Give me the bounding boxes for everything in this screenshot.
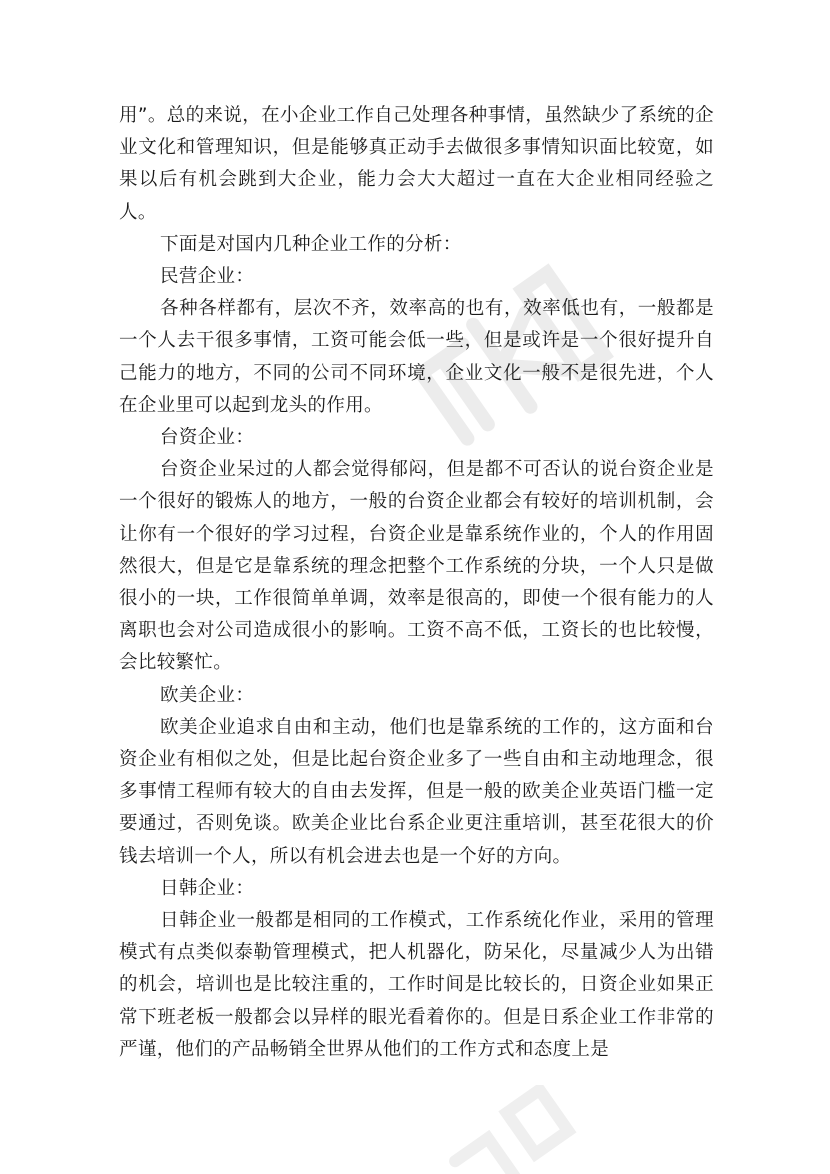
document-body <box>119 100 714 1066</box>
heading-private-enterprise: 民营企业： <box>160 266 255 288</box>
paragraph-intro: 用”。总的来说，在小企业工作自己处理各种事情，虽然缺少了系统的企业文化和管理知识，但是能够真正动手去做很多事情知识面比较宽，如果以后有机会跳到大企业，能力会大大超过一直在大企业相同经验之人。 <box>119 105 714 223</box>
paragraph-private-enterprise: 各种各样都有，层次不齐，效率高的也有，效率低也有，一般都是一个人去干很多事情，工资可能会低一些，但是或许是一个很好提升自己能力的地方，不同的公司不同环境，企业文化一般不是很先进，个人在企业里可以起到龙头的作用。 <box>119 298 714 416</box>
heading-japan-korea-enterprise: 日韩企业： <box>160 877 255 899</box>
heading-western-enterprise: 欧美企业： <box>160 684 255 706</box>
paragraph-western-enterprise: 欧美企业追求自由和主动，他们也是靠系统的工作的，这方面和台资企业有相似之处，但是比起台资企业多了一些自由和主动地理念，很多事情工程师有较大的自由去发挥，但是一般的欧美企业英语门槛一定要通过，否则免谈。欧美企业比台系企业更注重培训，甚至花很大的价钱去培训一个人，所以有机会进去也是一个好的方向。 <box>119 716 714 867</box>
paragraph-taiwan-enterprise: 台资企业呆过的人都会觉得郁闷，但是都不可否认的说台资企业是一个很好的锻炼人的地方，一般的台资企业都会有较好的培训机制，会让你有一个很好的学习过程，台资企业是靠系统作业的，个人的作用固然很大，但是它是靠系统的理念把整个工作系统的分块，一个人只是做很小的一块，工作很简单单调，效率是很高的，即使一个很有能力的人离职也会对公司造成很小的影响。工资不高不低，工资长的也比较慢，会比较繁忙。 <box>119 459 714 674</box>
paragraph-japan-korea-enterprise: 日韩企业一般都是相同的工作模式，工作系统化作业，采用的管理模式有点类似泰勒管理模式，把人机器化，防呆化，尽量减少人为出错的机会，培训也是比较注重的，工作时间是比较长的，日资企业如果正常下班老板一般都会以异样的眼光看着你的。但是日系企业工作非常的严谨，他们的产品畅销全世界从他们的工作方式和态度上是 <box>119 910 714 1060</box>
watermark-fragment-icon <box>430 1085 590 1174</box>
paragraph-analysis-lead: 下面是对国内几种企业工作的分析： <box>160 233 462 255</box>
heading-taiwan-enterprise: 台资企业： <box>160 427 255 449</box>
